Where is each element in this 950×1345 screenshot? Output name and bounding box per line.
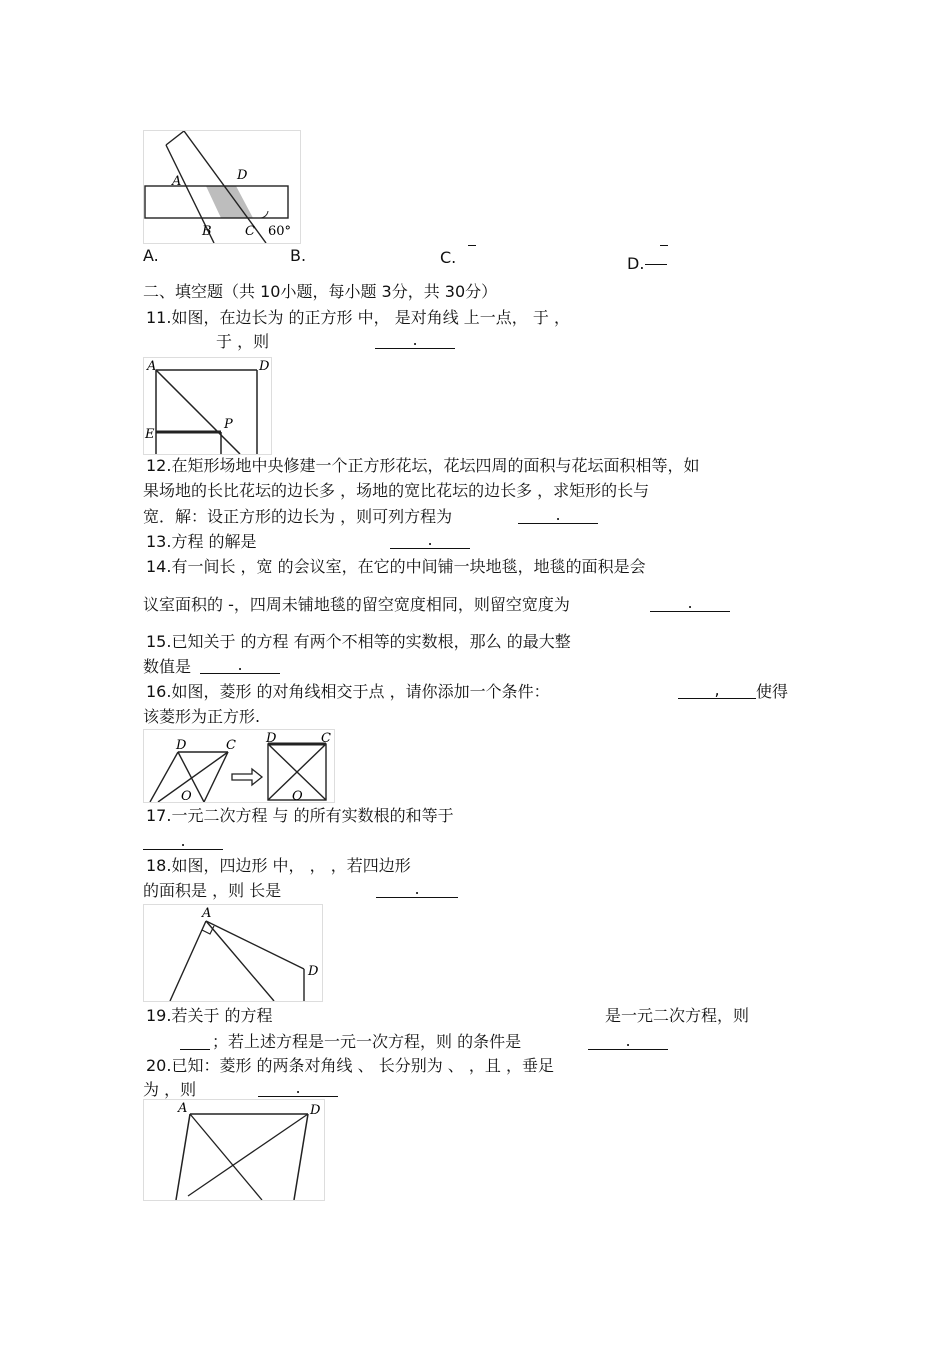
- q20-line2: 为 ，则: [143, 1080, 197, 1099]
- label-c-square: C: [321, 731, 331, 746]
- label-a: A: [202, 906, 212, 921]
- q11-line2: 于 ，则: [216, 332, 270, 351]
- arrow-icon: [232, 769, 262, 785]
- q11-figure: [143, 357, 272, 455]
- q18-line2: 的面积是 ，则 长是: [143, 881, 282, 900]
- section-heading: 二、填空题（共 10小题，每小题 3分，共 30分）: [143, 282, 498, 301]
- q13-text: 13.方程 的解是: [146, 532, 257, 551]
- label-d: D: [308, 964, 319, 979]
- q10-option-d-fraction-bar: [645, 264, 667, 265]
- q19-line2: ；若上述方程是一元一次方程，则 的条件是: [212, 1032, 522, 1051]
- q12-line1: 12.在矩形场地中央修建一个正方形花坛，花坛四周的面积与花坛面积相等，如: [146, 456, 700, 475]
- label-d: D: [237, 168, 248, 183]
- label-e: E: [145, 427, 155, 442]
- label-p: P: [224, 417, 233, 432]
- label-d: D: [259, 359, 270, 374]
- q16-line1: 16.如图，菱形 的对角线相交于点 ，请你添加一个条件：: [146, 682, 550, 701]
- q10-figure: [143, 130, 301, 244]
- q10-option-d: D.: [627, 254, 645, 273]
- label-c: C: [245, 224, 255, 239]
- q17-answer-blank[interactable]: .: [143, 831, 223, 850]
- q20-line1: 20.已知：菱形 的两条对角线 、 长分别为 、 ，且 ，垂足: [146, 1056, 554, 1075]
- q14-answer-blank[interactable]: .: [650, 593, 730, 612]
- q10-option-c: C.: [440, 248, 457, 267]
- q15-line1: 15.已知关于 的方程 有两个不相等的实数根，那么 的最大整: [146, 632, 571, 651]
- q16-answer-blank[interactable]: ,: [678, 680, 756, 699]
- label-o: O: [181, 789, 192, 802]
- q20-figure: [143, 1099, 325, 1201]
- label-o-square: O: [292, 789, 303, 802]
- q10-option-d-numerator-bar: [660, 245, 668, 246]
- q14-line1: 14.有一间长 ，宽 的会议室，在它的中间铺一块地毯，地毯的面积是会: [146, 557, 646, 576]
- q19-first-blank[interactable]: [180, 1031, 210, 1050]
- label-a: A: [178, 1101, 188, 1116]
- label-a: A: [172, 174, 182, 189]
- shaded-region: [206, 186, 253, 218]
- q15-line2: 数值是: [143, 657, 192, 676]
- label-b: B: [202, 224, 212, 239]
- q17-line1: 17.一元二次方程 与 的所有实数根的和等于: [146, 806, 454, 825]
- label-a: A: [147, 359, 157, 374]
- q12-line3: 宽．解：设正方形的边长为 ，则可列方程为: [143, 507, 453, 526]
- q13-answer-blank[interactable]: .: [390, 530, 470, 549]
- q20-answer-blank[interactable]: .: [258, 1078, 338, 1097]
- q16-line1-tail: 使得: [756, 682, 789, 701]
- label-d-square: D: [266, 731, 277, 746]
- q16-line2: 该菱形为正方形.: [143, 707, 261, 726]
- label-c: C: [226, 738, 236, 753]
- label-d: D: [310, 1103, 321, 1118]
- q10-option-b: B.: [290, 246, 307, 265]
- q19-answer-blank[interactable]: .: [588, 1031, 668, 1050]
- q18-figure: [143, 904, 323, 1002]
- label-d: D: [176, 738, 187, 753]
- q18-line1: 18.如图，四边形 中， ， ，若四边形: [146, 856, 411, 875]
- q12-line2: 果场地的长比花坛的边长多 ，场地的宽比花坛的边长多 ，求矩形的长与: [143, 481, 650, 500]
- label-angle: 60°: [268, 224, 292, 239]
- q11-line1: 11.如图，在边长为 的正方形 中， 是对角线 上一点， 于 ，: [146, 308, 570, 327]
- q10-option-c-fraction-bar: [468, 245, 476, 246]
- q12-answer-blank[interactable]: .: [518, 505, 598, 524]
- q16-figure: [143, 729, 335, 803]
- q10-option-a: A.: [143, 246, 159, 265]
- q15-answer-blank[interactable]: .: [200, 655, 280, 674]
- q11-answer-blank[interactable]: .: [375, 330, 455, 349]
- q19-line1-tail: 是一元二次方程，则: [605, 1006, 750, 1025]
- q14-line2: 议室面积的 -，四周未铺地毯的留空宽度相同，则留空宽度为: [143, 595, 570, 614]
- q18-answer-blank[interactable]: .: [376, 879, 458, 898]
- q19-line1: 19.若关于 的方程: [146, 1006, 273, 1025]
